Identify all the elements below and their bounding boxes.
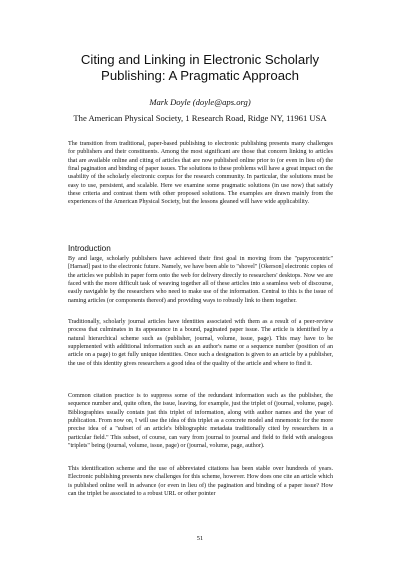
title-line-2: Publishing: A Pragmatic Approach <box>101 68 299 83</box>
page-number: 51 <box>196 535 204 542</box>
author-line: Mark Doyle (doyle@aps.org) <box>149 97 251 107</box>
paragraph-2: Traditionally, scholarly journal articles have identities associated with them as a result of a peer-review process that culminates in its appearance in a bound, paginated paper issue. The article is identified by a natural hierarchical scheme such as (publisher, journal, volume, issue, page). This may have to be supplemented with additional information such as an author's name or a sequence number (position of an article on a page) to get fully unique identities. Once such a designation is given to an article by a publisher, the use of this identity gives researchers a good idea of the quality of the article and where to find it. <box>68 319 333 367</box>
abstract: The transition from traditional, paper-based publishing to electronic publishing presents many challenges for publishers and their constituents. Among the most significant are those that concern linking to articles that are available online and citing of articles that are now published online prior to (or even in lieu of) the final pagination and binding of paper issues. The solutions to these problems will have a great impact on the usability of the scholarly electronic corpus for the research community. In particular, the solutions must be easy to use, persistent, and scalable. Here we examine some pragmatic solutions (in use now) that satisfy these criteria and contrast them with other proposed solutions. The examples are drawn mainly from the experiences of the American Physical Society, but the lessons gleaned will have wide applicability. <box>68 141 333 206</box>
paper-title <box>40 52 360 84</box>
paragraph-4: This identification scheme and the use of abbreviated citations has been stable over hundreds of years. Electronic publishing presents new challenges for this scheme, however. How does one cite an article which is published online well in advance (or even in lieu of) the pagination and binding of a paper issue? How can the triplet be associated to a robust URL or other pointer <box>68 466 333 498</box>
section-heading-introduction: Introduction <box>68 244 111 253</box>
affiliation-line: The American Physical Society, 1 Research Road, Ridge NY, 11961 USA <box>73 113 327 123</box>
title-line-1: Citing and Linking in Electronic Scholarly <box>80 52 320 67</box>
paragraph-3: Common citation practice is to suppress some of the redundant information such as the publisher, the sequence number and, quite often, the issue, leaving, for example, just the triplet of (journal, volume, page). Bibliographies usually contain just this triplet of information, along with author names and the year of publication. From now on, I will use the idea of this triplet as a concrete model and mnemonic for the more precise idea of a "subset of an article's bibliographic metadata traditionally cited by researchers in a particular field." This subset, of course, can vary from journal to journal and field to field with analogous "triplets" being (journal, volume, issue, page) or (journal, volume, page, author). <box>68 393 333 450</box>
paragraph-1: By and large, scholarly publishers have achieved their first goal in moving from the "papyrocentric" [Harnad] past to the electronic future. Namely, we have been able to "shovel" [Okerson] electronic copies of the articles we publish in paper form onto the web for delivery directly to researchers' desktops. Now we are faced with the more difficult task of weaving together all of these articles into a seamless web of discourse, easily navigable by the researchers who need to make use of the information. Central to this is the issue of naming articles (or components thereof) and providing ways to robustly link to them together. <box>68 256 333 304</box>
